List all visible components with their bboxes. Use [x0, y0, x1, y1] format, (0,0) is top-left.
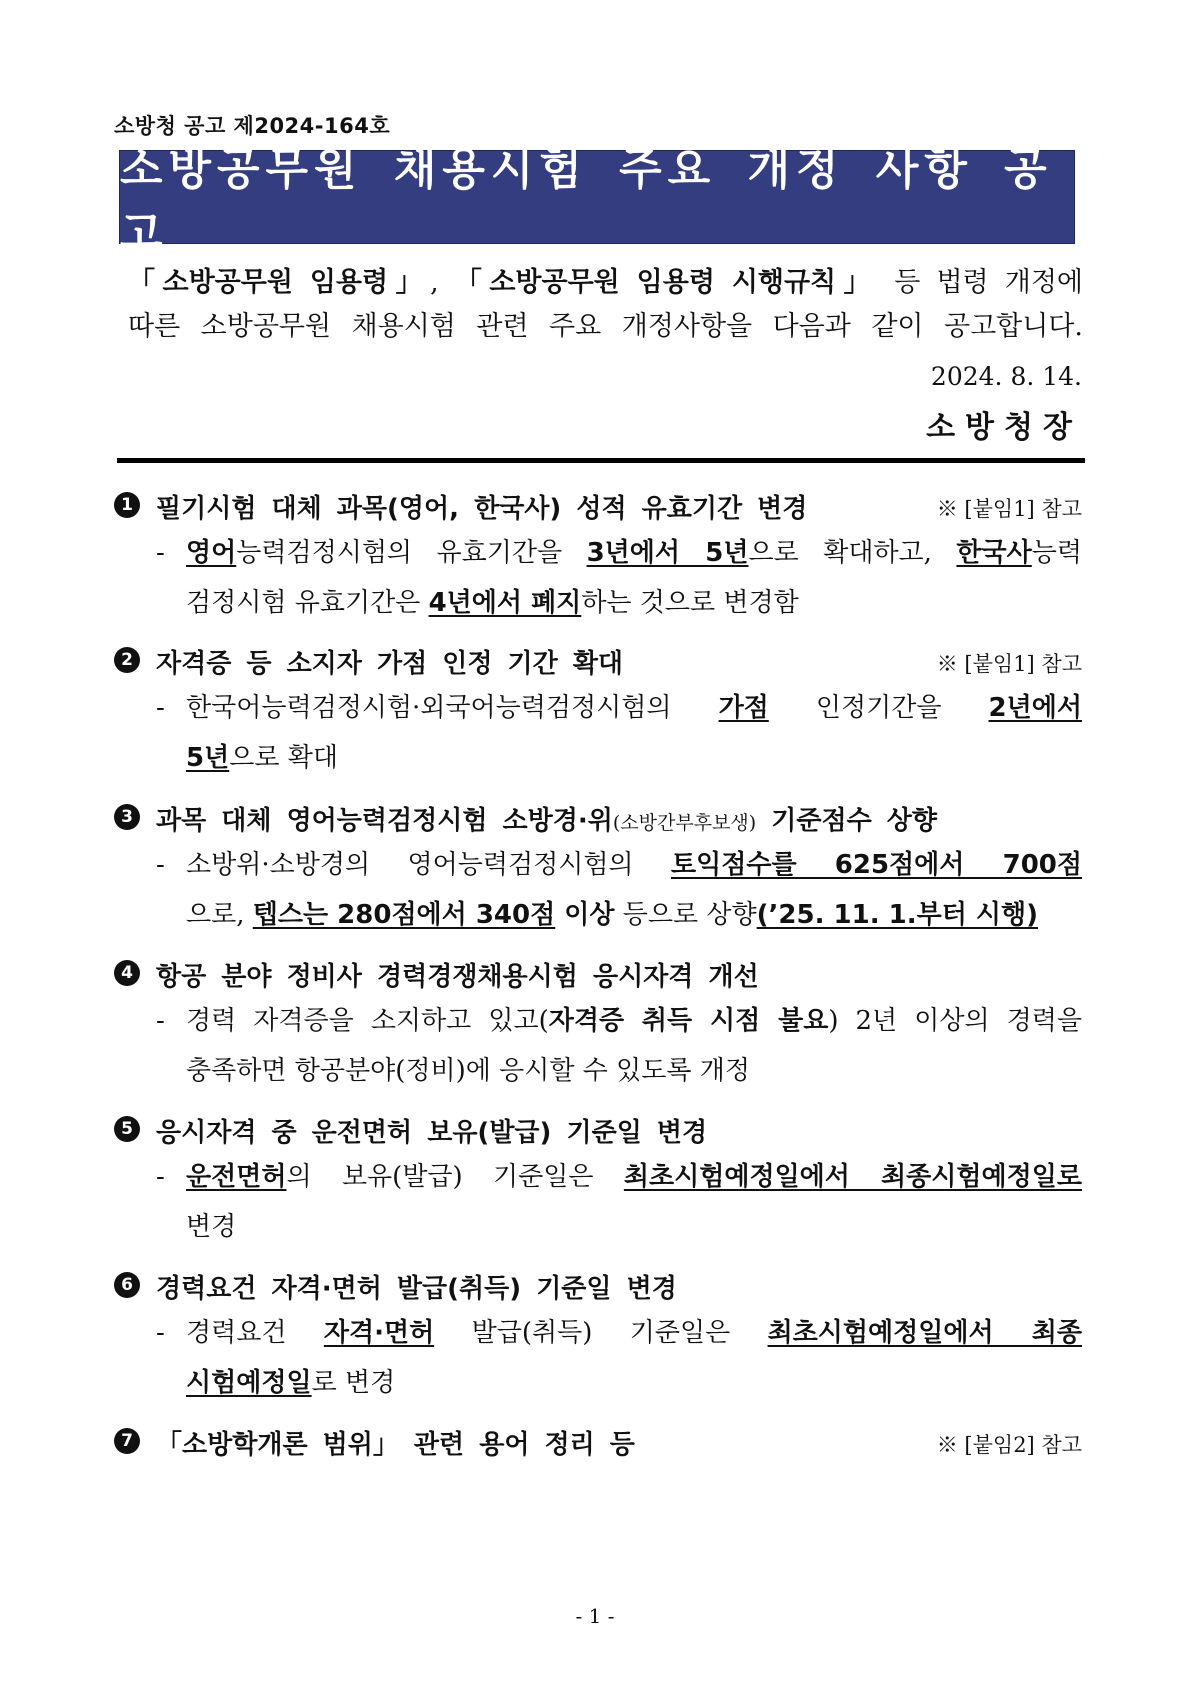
intro-line-2: 따른 소방공무원 채용시험 관련 주요 개정사항을 다음과 같이 공고합니다.	[128, 311, 1083, 342]
attachment-ref: ※ [붙임2] 참고	[936, 1433, 1082, 1457]
bullet-line: - 운전면허의 보유(발급) 기준일은 최초시험예정일에서 최종시험예정일로	[156, 1162, 1082, 1192]
section-4	[114, 956, 1082, 1096]
bullet-line: - 소방위·소방경의 영어능력검정시험의 토익점수를 625점에서 700점	[156, 850, 1082, 880]
section-title: 항공 분야 정비사 경력경쟁채용시험 응시자격 개선	[156, 962, 759, 992]
section-title: 응시자격 중 운전면허 보유(발급) 기준일 변경	[156, 1118, 708, 1148]
section-3	[114, 800, 1082, 940]
section-title: 경력요건 자격·면허 발급(취득) 기준일 변경	[156, 1274, 677, 1304]
section-number-icon: 2	[114, 647, 140, 673]
section-number-icon: 6	[114, 1272, 140, 1298]
section-7	[114, 1424, 1082, 1464]
section-6	[114, 1268, 1082, 1408]
bullet-line-continued: 검정시험 유효기간은 4년에서 폐지하는 것으로 변경함	[186, 588, 799, 618]
bullet-line-continued: 충족하면 항공분야(정비)에 응시할 수 있도록 개정	[186, 1056, 750, 1086]
section-title: 필기시험 대체 과목(영어, 한국사) 성적 유효기간 변경	[156, 494, 808, 524]
divider-rule	[117, 458, 1085, 463]
section-1	[114, 488, 1082, 628]
notice-date: 2024. 8. 14.	[930, 362, 1082, 391]
bullet-line-continued: 시험예정일로 변경	[186, 1368, 396, 1398]
section-2	[114, 643, 1082, 783]
section-number-icon: 3	[114, 804, 140, 830]
intro-line-1: 「소방공무원 임용령」, 「소방공무원 임용령 시행규칙」 등 법령 개정에	[128, 267, 1083, 298]
law-name-2: 「소방공무원 임용령 시행규칙」	[454, 267, 879, 298]
section-number-icon: 4	[114, 960, 140, 986]
bullet-line: - 경력요건 자격·면허 발급(취득) 기준일은 최초시험예정일에서 최종	[156, 1318, 1083, 1348]
bullet-line: - 경력 자격증을 소지하고 있고(자격증 취득 시점 불요) 2년 이상의 경력을	[156, 1006, 1082, 1036]
bullet-line: - 한국어능력검정시험·외국어능력검정시험의 가점 인정기간을 2년에서	[156, 693, 1082, 723]
attachment-ref: ※ [붙임1] 참고	[936, 652, 1082, 676]
section-title: 자격증 등 소지자 가점 인정 기간 확대	[156, 649, 624, 679]
attachment-ref: ※ [붙임1] 참고	[936, 497, 1082, 521]
section-number-icon: 5	[114, 1116, 140, 1142]
signer: 소방청장	[926, 410, 1082, 445]
section-title: 과목 대체 영어능력검정시험 소방경·위(소방간부후보생) 기준점수 상향	[156, 806, 938, 836]
law-name-1: 「소방공무원 임용령」	[128, 267, 431, 298]
section-number-icon: 7	[114, 1428, 140, 1454]
bullet-line-continued: 으로, 텝스는 280점에서 340점 이상 등으로 상향(’25. 11. 1.부터 시행)	[186, 900, 1039, 930]
bullet-line-continued: 변경	[186, 1212, 237, 1242]
section-5	[114, 1112, 1082, 1252]
section-title: 「소방학개론 범위」 관련 용어 정리 등	[156, 1430, 635, 1460]
document-title: 소방공무원 채용시험 주요 개정 사항 공고	[120, 144, 1053, 259]
bullet-line: - 영어능력검정시험의 유효기간을 3년에서 5년으로 확대하고, 한국사능력	[156, 538, 1083, 568]
bullet-line-continued: 5년으로 확대	[186, 743, 338, 773]
title-banner	[119, 144, 1075, 259]
page-number: - 1 -	[575, 1604, 615, 1628]
section-number-icon: 1	[114, 492, 140, 518]
notice-number: 소방청 공고 제2024-164호	[114, 114, 391, 138]
